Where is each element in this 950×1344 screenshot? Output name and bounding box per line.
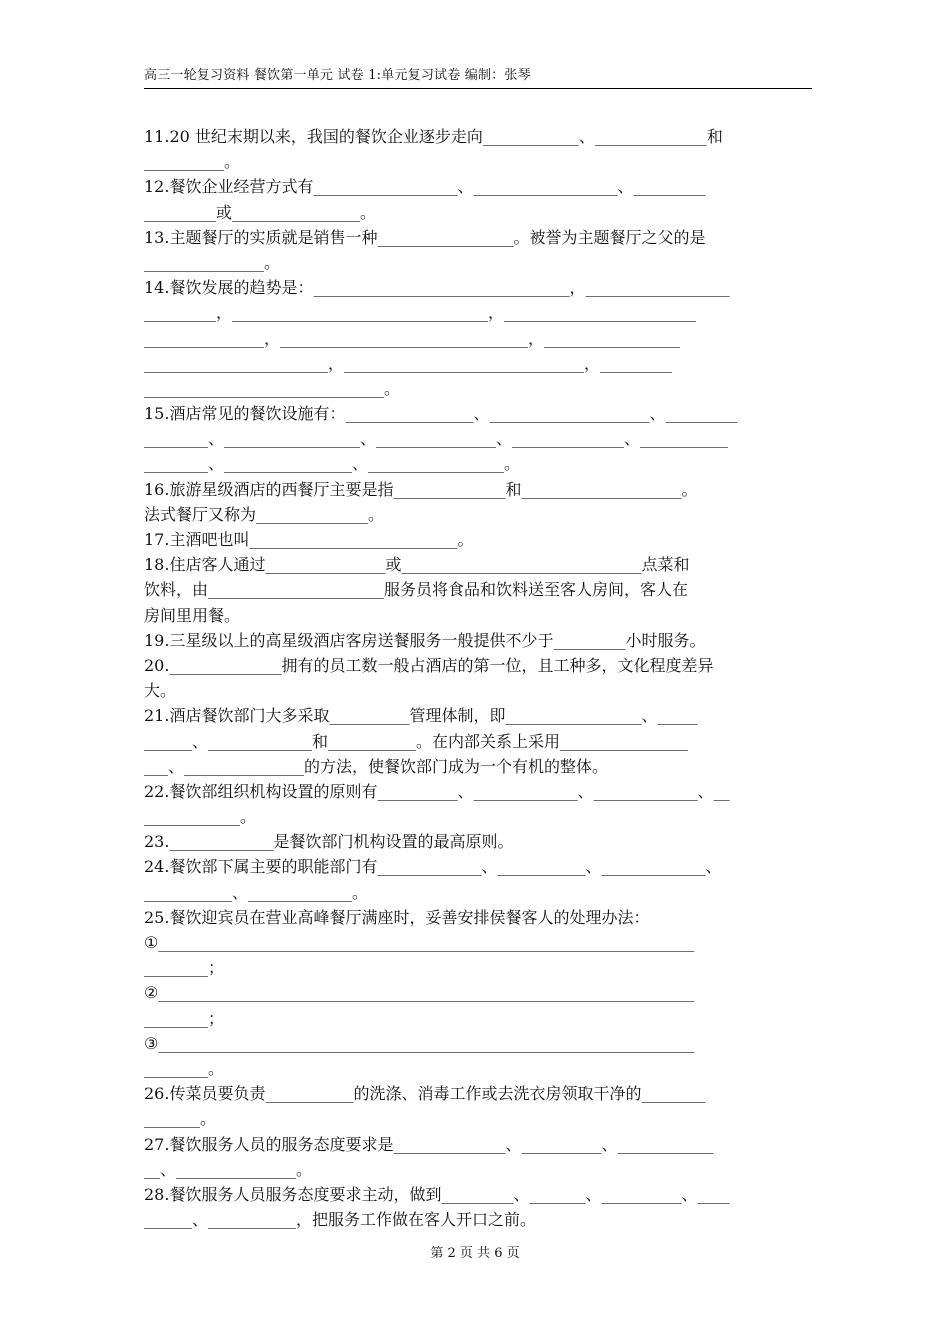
q21-line-3: ___、_______________的方法，使餐饮部门成为一个有机的整体。 xyxy=(144,756,609,776)
q14-line-2: _________，________________________________，________________________ xyxy=(144,303,696,323)
q22-line-2: ____________。 xyxy=(144,807,257,827)
q26-line-1: 26.传菜员要负责___________的洗涤、消毒工作或去洗衣房领取干净的________ xyxy=(144,1084,706,1104)
q12-line-1: 12.餐饮企业经营方式有__________________、__________________、_________ xyxy=(144,177,706,197)
q25-item-2-cont: ________； xyxy=(144,1008,225,1028)
q27-line-1: 27.餐饮服务人员的服务态度要求是______________、__________、____________ xyxy=(144,1134,714,1154)
q13-line-2: _______________。 xyxy=(144,252,281,272)
q14-line-3: _______________，_______________________________，_________________ xyxy=(144,328,680,348)
q20-line-1: 20.______________拥有的员工数一般占酒店的第一位，且工种多，文化程度差异 xyxy=(144,655,714,675)
q18-line-1: 18.住店客人通过_______________或______________________________点菜和 xyxy=(144,555,690,575)
q25-line-1: 25.餐饮迎宾员在营业高峰餐厅满座时，妥善安排侯餐客人的处理办法： xyxy=(144,907,650,927)
q19-line-1: 19.三星级以上的高星级酒店客房送餐服务一般提供不少于_________小时服务。 xyxy=(144,630,706,650)
q15-line-2: ________、_________________、_______________、______________、___________ xyxy=(144,429,728,449)
q16-line-2: 法式餐厅又称为______________。 xyxy=(144,504,385,524)
q14-line-5: ______________________________。 xyxy=(144,378,401,398)
q11-line-2: __________。 xyxy=(144,152,241,172)
q21-line-1: 21.酒店餐饮部门大多采取__________管理体制，即_________________、_____ xyxy=(144,706,698,726)
q28-line-2: ______、___________，把服务工作做在客人开口之前。 xyxy=(144,1210,537,1230)
q13-line-1: 13.主题餐厅的实质就是销售一种_________________。被誉为主题餐厅之父的是 xyxy=(144,227,706,247)
page-footer: 第 2 页 共 6 页 xyxy=(430,1246,520,1261)
q16-line-1: 16.旅游星级酒店的西餐厅主要是指______________和____________________。 xyxy=(144,479,698,499)
q21-line-2: ______、_____________和___________。在内部关系上采用________________ xyxy=(144,731,689,751)
q28-line-1: 28.餐饮服务人员服务态度要求主动，做到_________、_______、__________、____ xyxy=(144,1184,730,1204)
q17-line-1: 17.主酒吧也叫__________________________。 xyxy=(144,530,474,549)
q25-item-3-cont: ________。 xyxy=(144,1058,225,1078)
q25-item-2: ②___________________________________________________________________ xyxy=(144,983,695,1003)
q18-line-2: 饮料，由______________________服务员将食品和饮料送至客人房间，客人在 xyxy=(144,580,689,600)
q22-line-1: 22.餐饮部组织机构设置的原则有__________、_____________、_____________、__ xyxy=(144,781,730,801)
q12-line-2: _________或________________。 xyxy=(144,202,377,222)
q14-line-4: _______________________，______________________________，_________ xyxy=(144,353,672,373)
question-list xyxy=(144,124,812,1232)
q26-line-2: _______。 xyxy=(144,1109,217,1129)
q24-line-1: 24.餐饮部下属主要的职能部门有_____________、___________、_____________、 xyxy=(144,857,722,877)
q25-item-1: ①___________________________________________________________________ xyxy=(144,933,695,952)
page-header: 高三一轮复习资料 餐饮第一单元 试卷 1:单元复习试卷 编制：张琴 xyxy=(144,66,812,89)
q15-line-3: ________、________________、_________________。 xyxy=(144,454,521,474)
q24-line-2: ___________、_____________。 xyxy=(144,882,369,902)
q25-item-1-cont: ________； xyxy=(144,958,225,978)
q20-line-2: 大。 xyxy=(144,681,177,701)
q25-item-3: ③___________________________________________________________________ xyxy=(144,1033,695,1053)
q23-line-1: 23._____________是餐饮部门机构设置的最高原则。 xyxy=(144,832,514,852)
q27-line-2: __、_______________。 xyxy=(144,1159,313,1179)
q15-line-1: 15.酒店常见的餐饮设施有：________________、____________________、_________ xyxy=(144,404,738,424)
q11-line-1: 11.20 世纪末期以来，我国的餐饮企业逐步走向____________、______________和 xyxy=(144,127,723,146)
q14-line-1: 14.餐饮发展的趋势是：________________________________，__________________ xyxy=(144,278,730,298)
q18-line-3: 房间里用餐。 xyxy=(144,605,241,625)
